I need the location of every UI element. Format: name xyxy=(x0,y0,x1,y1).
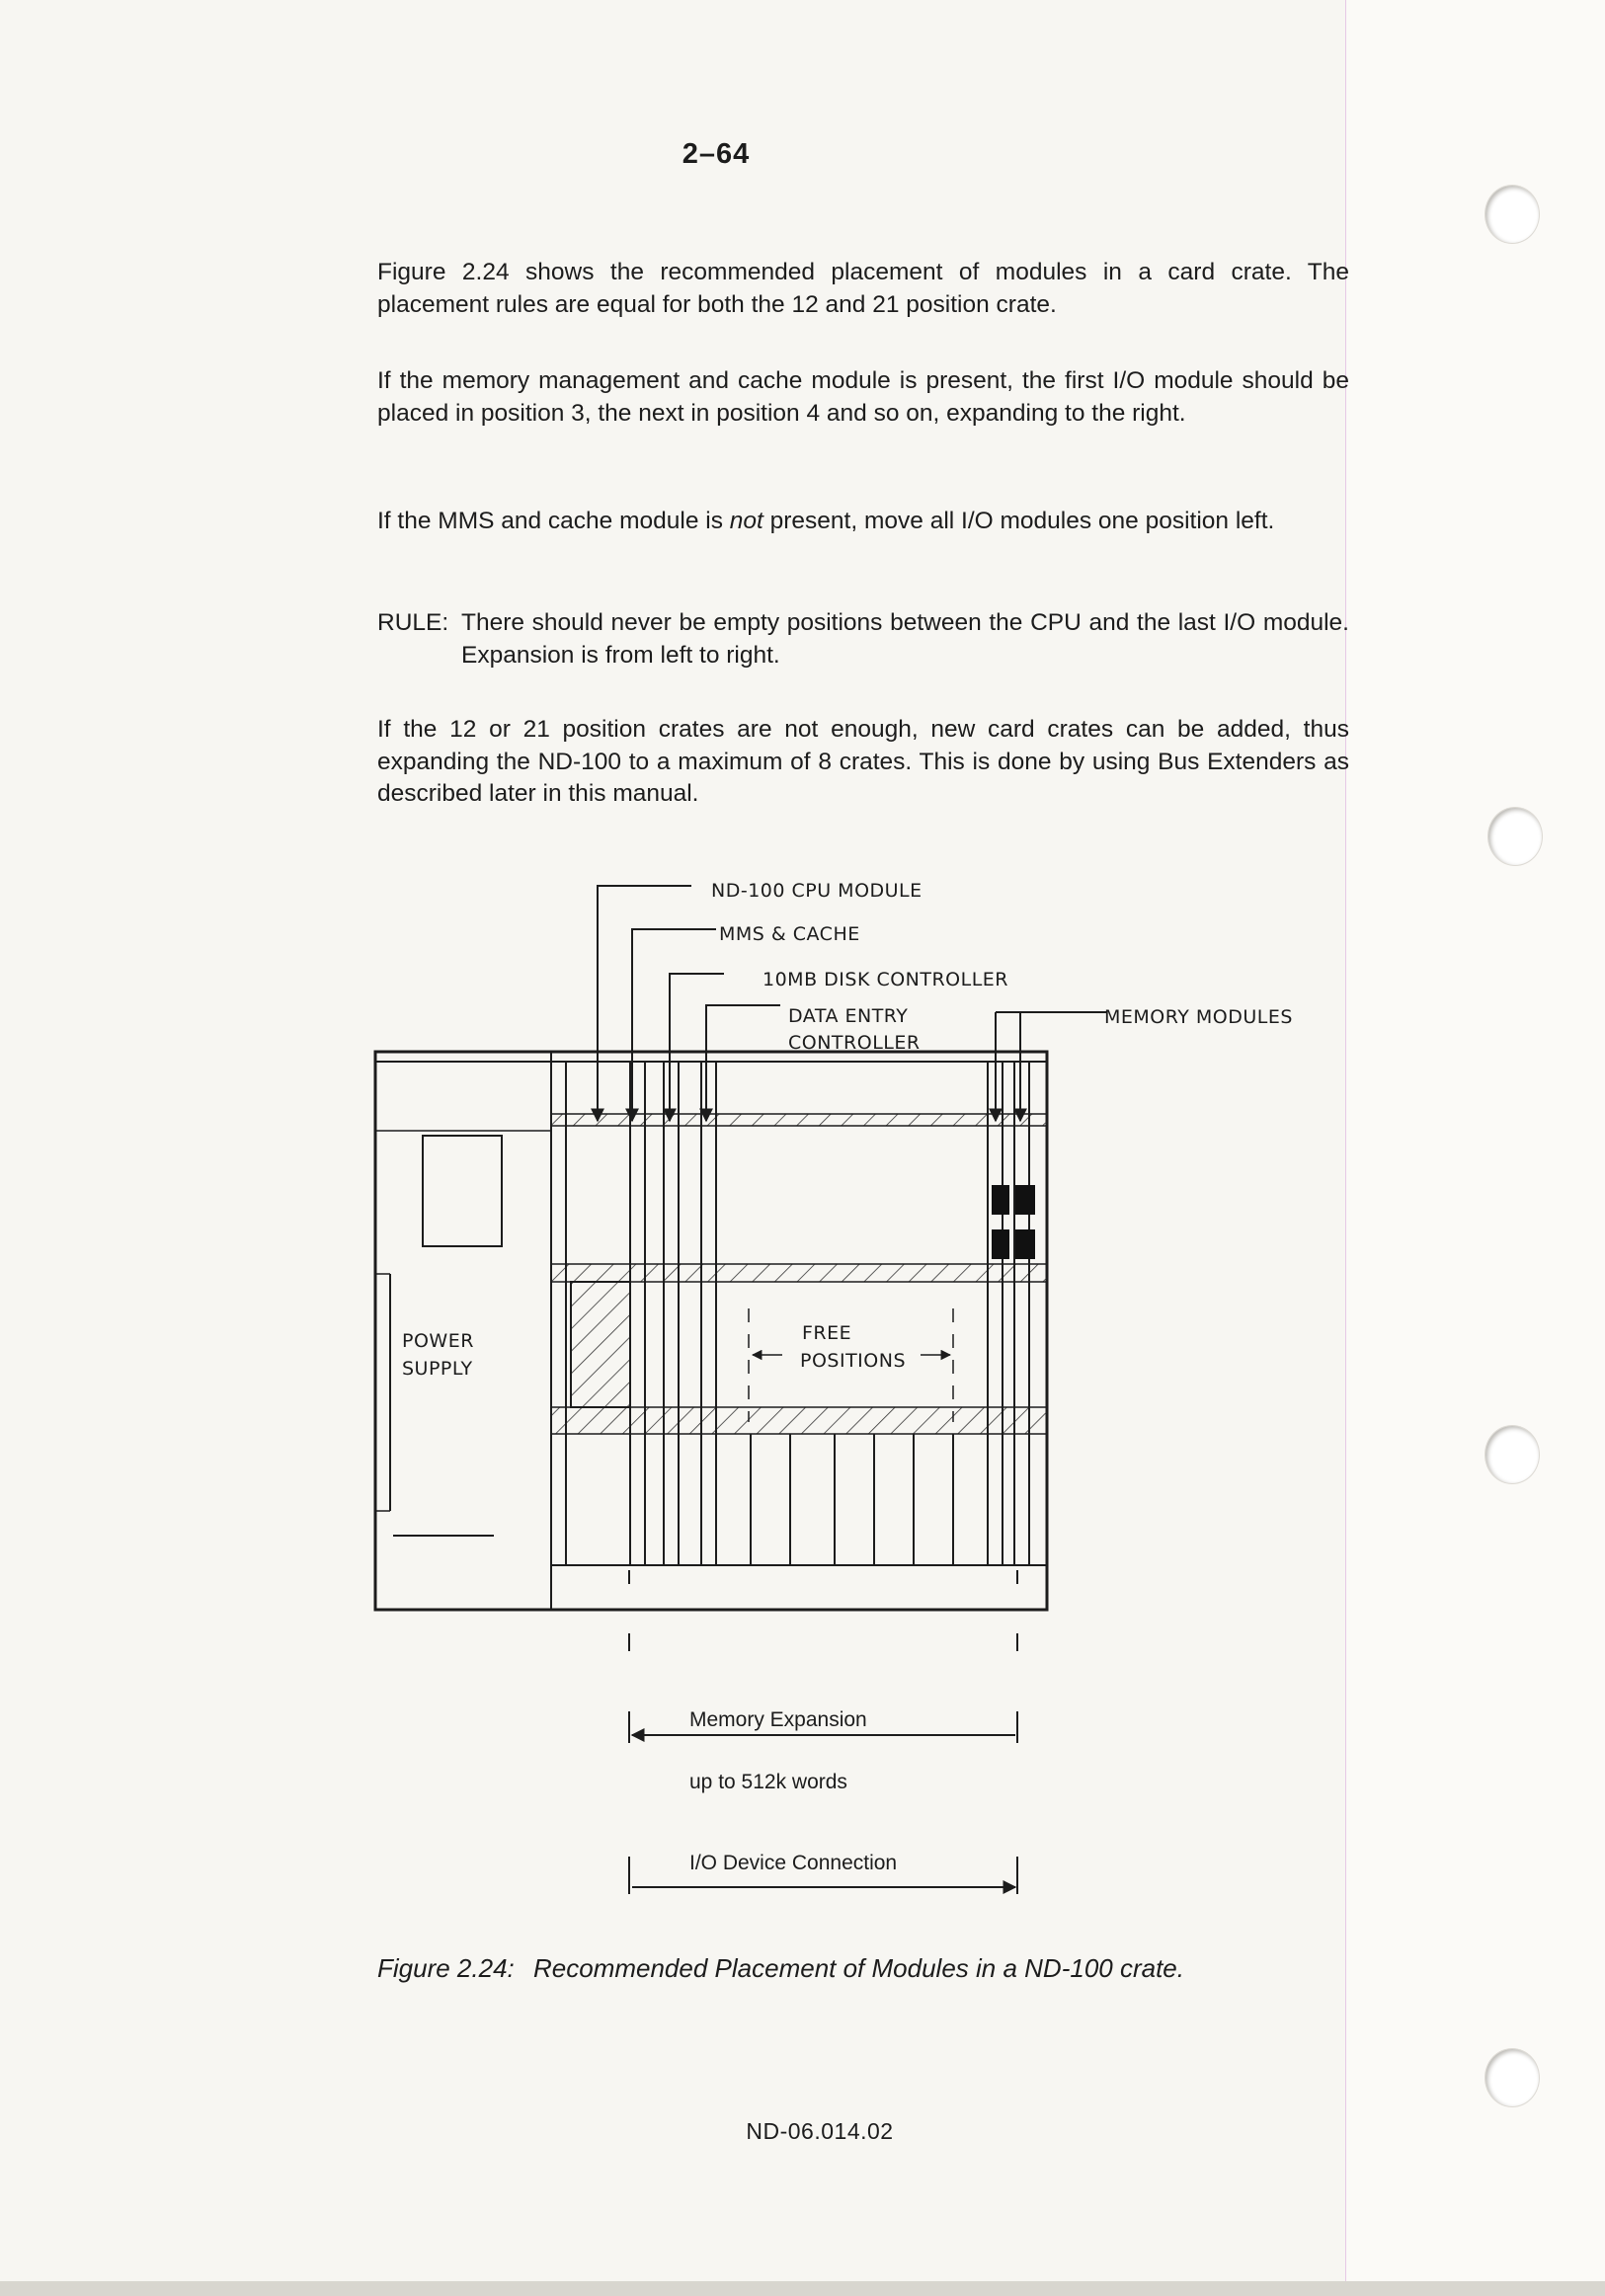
paragraph-mms-present: If the memory management and cache module is present, the first I/O module should be placed in position 3, the next in position 4 and so on, expanding to the right. xyxy=(377,367,1349,427)
emphasis-not: not xyxy=(729,508,763,534)
io-connection-label: I/O Device Connection xyxy=(689,1852,898,1874)
free-positions-label: FREE xyxy=(802,1322,852,1344)
power-supply-label: SUPPLY xyxy=(402,1358,473,1380)
page-number: 2–64 xyxy=(682,138,751,170)
data-entry-controller-label: DATA ENTRY xyxy=(788,1005,909,1027)
data-entry-controller-label: CONTROLLER xyxy=(788,1032,921,1054)
cpu-module-label: ND-100 CPU MODULE xyxy=(711,880,923,902)
card-guide-rails xyxy=(551,1114,1047,1434)
caption-text: Recommended Placement of Modules in a ND-100 crate. xyxy=(533,1953,1184,1983)
memory-expansion-label: Memory Expansion xyxy=(689,1708,867,1731)
paragraph-mms-absent: If the MMS and cache module is not present, move all I/O modules one position left. xyxy=(377,508,1275,534)
caption-number: Figure 2.24: xyxy=(377,1953,515,1983)
figure-caption xyxy=(377,1953,1345,1984)
document-id: ND-06.014.02 xyxy=(746,2118,894,2144)
free-positions-label: POSITIONS xyxy=(800,1350,907,1372)
paragraph-bus-extenders: If the 12 or 21 position crates are not enough, new card crates can be added, thus expanding the ND-100 to a maximum of 8 crates. This is done by using Bus Extenders as described later in this manual. xyxy=(377,716,1349,807)
power-supply-label: POWER xyxy=(402,1330,474,1352)
mms-cache-label: MMS & CACHE xyxy=(719,923,860,945)
card-slots xyxy=(566,1062,1029,1565)
memory-modules-label: MEMORY MODULES xyxy=(1104,1006,1293,1028)
disk-controller-label: 10MB DISK CONTROLLER xyxy=(762,969,1009,990)
rule-text: There should never be empty positions between the CPU and the last I/O module. Expansion is from left to right. xyxy=(461,609,1349,669)
rule-label: RULE: xyxy=(377,609,449,636)
memory-capacity-label: up to 512k words xyxy=(689,1771,847,1793)
paragraph-placement-intro: Figure 2.24 shows the recommended placement of modules in a card crate. The placement rules are equal for both the 12 and 21 position crate. xyxy=(377,259,1349,318)
